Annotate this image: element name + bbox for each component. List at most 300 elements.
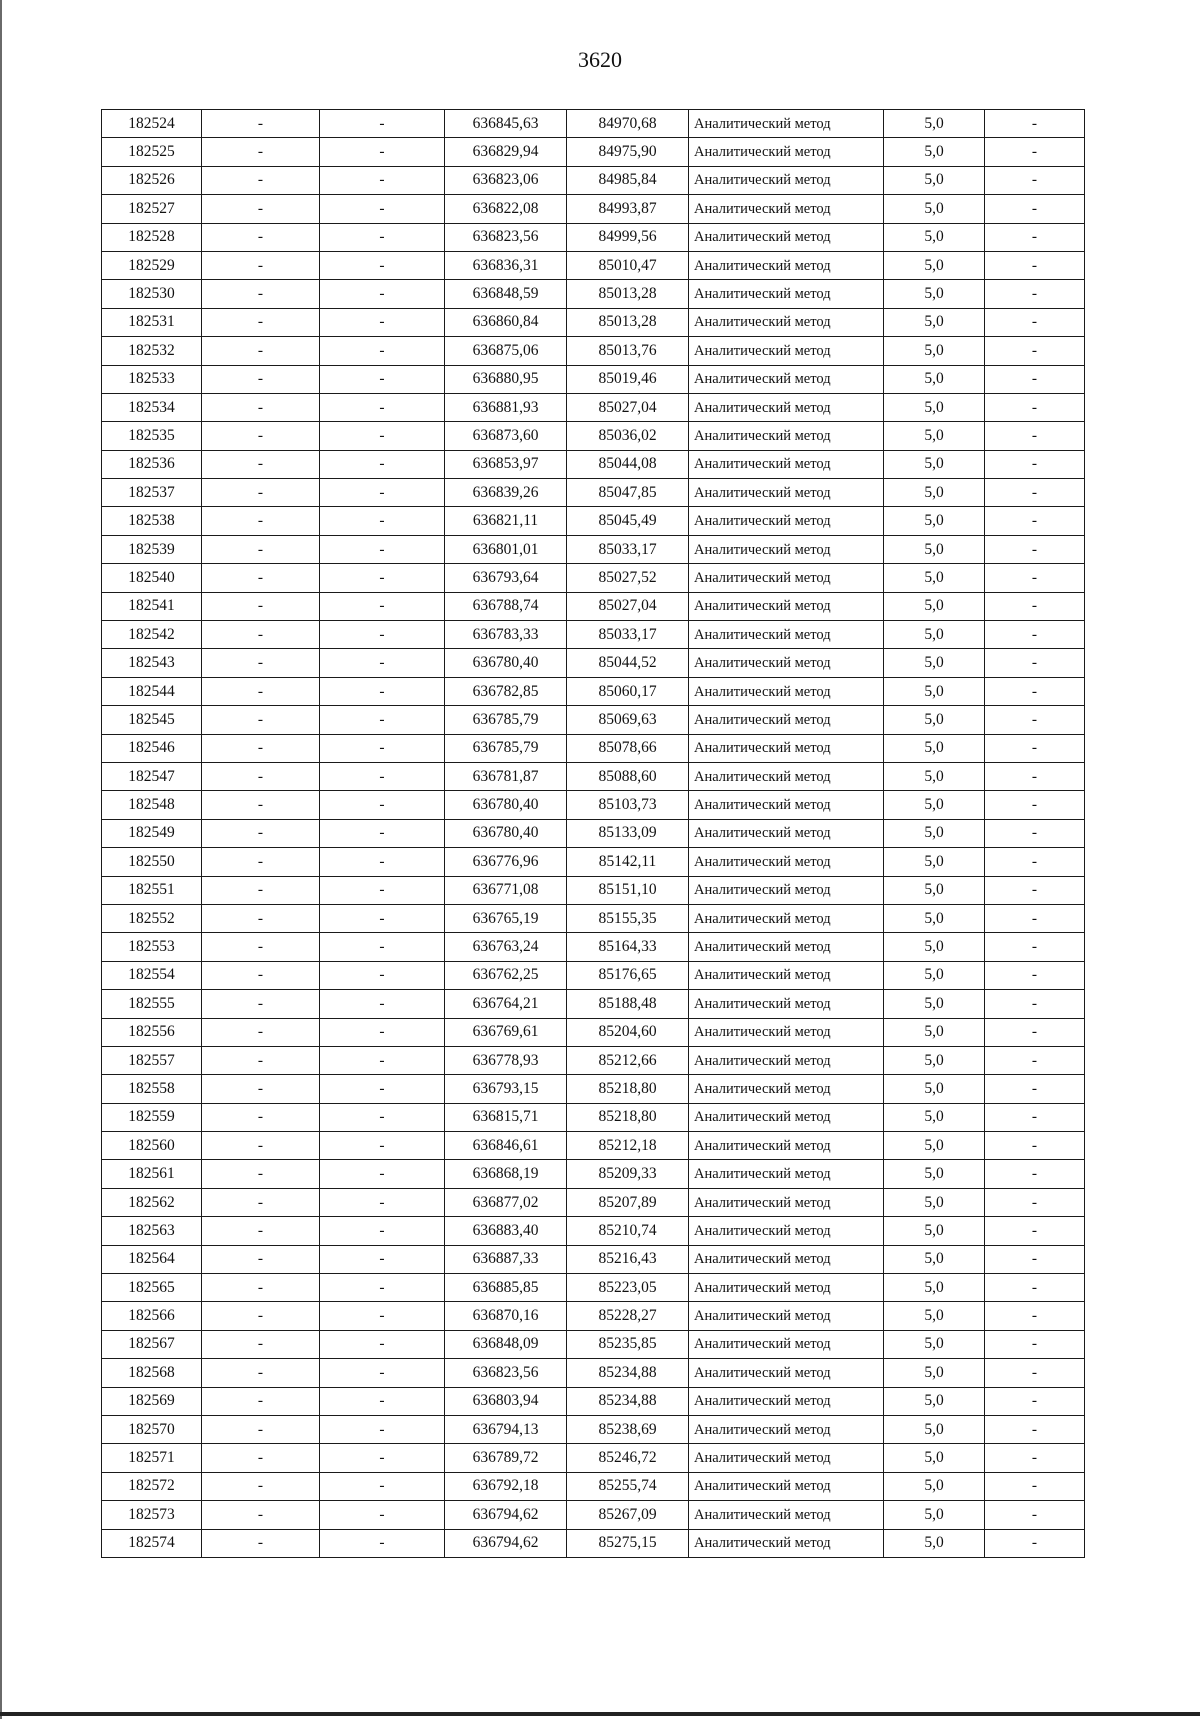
empty-column-2-cell: -: [202, 1501, 320, 1529]
empty-column-3-cell: -: [320, 819, 445, 847]
table-row: [102, 621, 1085, 649]
y-coordinate-cell: 84970,68: [567, 110, 689, 138]
empty-column-2-cell: -: [202, 876, 320, 904]
empty-column-8-cell: -: [985, 1415, 1085, 1443]
x-coordinate-cell: 636823,56: [445, 1359, 567, 1387]
accuracy-cell: 5,0: [884, 1330, 985, 1358]
empty-column-2-cell: -: [202, 337, 320, 365]
table-row: [102, 677, 1085, 705]
empty-column-3-cell: -: [320, 422, 445, 450]
x-coordinate-cell: 636885,85: [445, 1274, 567, 1302]
empty-column-2-cell: -: [202, 592, 320, 620]
table-row: [102, 1472, 1085, 1500]
accuracy-cell: 5,0: [884, 819, 985, 847]
x-coordinate-cell: 636846,61: [445, 1132, 567, 1160]
table-row: [102, 1018, 1085, 1046]
point-number-cell: 182533: [102, 365, 202, 393]
table-row: [102, 1075, 1085, 1103]
table-row: [102, 734, 1085, 762]
method-cell: Аналитический метод: [689, 819, 884, 847]
table-row: [102, 535, 1085, 563]
y-coordinate-cell: 85210,74: [567, 1217, 689, 1245]
empty-column-3-cell: -: [320, 990, 445, 1018]
accuracy-cell: 5,0: [884, 1132, 985, 1160]
empty-column-3-cell: -: [320, 1245, 445, 1273]
empty-column-3-cell: -: [320, 1501, 445, 1529]
empty-column-8-cell: -: [985, 649, 1085, 677]
x-coordinate-cell: 636781,87: [445, 762, 567, 790]
empty-column-3-cell: -: [320, 450, 445, 478]
x-coordinate-cell: 636823,56: [445, 223, 567, 251]
y-coordinate-cell: 85246,72: [567, 1444, 689, 1472]
x-coordinate-cell: 636780,40: [445, 791, 567, 819]
method-cell: Аналитический метод: [689, 621, 884, 649]
y-coordinate-cell: 85027,52: [567, 564, 689, 592]
accuracy-cell: 5,0: [884, 706, 985, 734]
point-number-cell: 182551: [102, 876, 202, 904]
empty-column-3-cell: -: [320, 904, 445, 932]
point-number-cell: 182561: [102, 1160, 202, 1188]
empty-column-8-cell: -: [985, 138, 1085, 166]
method-cell: Аналитический метод: [689, 564, 884, 592]
empty-column-8-cell: -: [985, 1330, 1085, 1358]
accuracy-cell: 5,0: [884, 933, 985, 961]
empty-column-3-cell: -: [320, 251, 445, 279]
x-coordinate-cell: 636780,40: [445, 649, 567, 677]
empty-column-3-cell: -: [320, 507, 445, 535]
empty-column-2-cell: -: [202, 961, 320, 989]
empty-column-2-cell: -: [202, 1217, 320, 1245]
x-coordinate-cell: 636769,61: [445, 1018, 567, 1046]
x-coordinate-cell: 636836,31: [445, 251, 567, 279]
table-row: [102, 1330, 1085, 1358]
empty-column-2-cell: -: [202, 1444, 320, 1472]
table-row: [102, 1217, 1085, 1245]
table-row: [102, 1444, 1085, 1472]
empty-column-3-cell: -: [320, 1359, 445, 1387]
table-row: [102, 280, 1085, 308]
x-coordinate-cell: 636848,59: [445, 280, 567, 308]
accuracy-cell: 5,0: [884, 762, 985, 790]
empty-column-3-cell: -: [320, 876, 445, 904]
empty-column-8-cell: -: [985, 961, 1085, 989]
empty-column-8-cell: -: [985, 1046, 1085, 1074]
method-cell: Аналитический метод: [689, 961, 884, 989]
empty-column-2-cell: -: [202, 1529, 320, 1557]
empty-column-8-cell: -: [985, 791, 1085, 819]
y-coordinate-cell: 85234,88: [567, 1359, 689, 1387]
accuracy-cell: 5,0: [884, 876, 985, 904]
empty-column-2-cell: -: [202, 1018, 320, 1046]
table-row: [102, 762, 1085, 790]
accuracy-cell: 5,0: [884, 1472, 985, 1500]
empty-column-8-cell: -: [985, 564, 1085, 592]
empty-column-2-cell: -: [202, 1387, 320, 1415]
empty-column-2-cell: -: [202, 166, 320, 194]
point-number-cell: 182550: [102, 848, 202, 876]
empty-column-3-cell: -: [320, 110, 445, 138]
method-cell: Аналитический метод: [689, 904, 884, 932]
method-cell: Аналитический метод: [689, 762, 884, 790]
empty-column-2-cell: -: [202, 450, 320, 478]
point-number-cell: 182565: [102, 1274, 202, 1302]
table-row: [102, 1529, 1085, 1557]
y-coordinate-cell: 85218,80: [567, 1103, 689, 1131]
accuracy-cell: 5,0: [884, 1274, 985, 1302]
x-coordinate-cell: 636794,13: [445, 1415, 567, 1443]
table-row: [102, 1046, 1085, 1074]
accuracy-cell: 5,0: [884, 1387, 985, 1415]
table-row: [102, 479, 1085, 507]
y-coordinate-cell: 85013,28: [567, 308, 689, 336]
accuracy-cell: 5,0: [884, 1415, 985, 1443]
empty-column-8-cell: -: [985, 251, 1085, 279]
point-number-cell: 182540: [102, 564, 202, 592]
point-number-cell: 182526: [102, 166, 202, 194]
table-row: [102, 1103, 1085, 1131]
y-coordinate-cell: 85204,60: [567, 1018, 689, 1046]
table-row: [102, 1359, 1085, 1387]
method-cell: Аналитический метод: [689, 223, 884, 251]
accuracy-cell: 5,0: [884, 1302, 985, 1330]
table-row: [102, 1188, 1085, 1216]
table-row: [102, 422, 1085, 450]
empty-column-2-cell: -: [202, 762, 320, 790]
point-number-cell: 182541: [102, 592, 202, 620]
x-coordinate-cell: 636794,62: [445, 1501, 567, 1529]
accuracy-cell: 5,0: [884, 280, 985, 308]
method-cell: Аналитический метод: [689, 308, 884, 336]
table-row: [102, 1302, 1085, 1330]
y-coordinate-cell: 85045,49: [567, 507, 689, 535]
point-number-cell: 182564: [102, 1245, 202, 1273]
table-row: [102, 990, 1085, 1018]
empty-column-3-cell: -: [320, 138, 445, 166]
table-row: [102, 507, 1085, 535]
point-number-cell: 182535: [102, 422, 202, 450]
x-coordinate-cell: 636875,06: [445, 337, 567, 365]
table-row: [102, 308, 1085, 336]
accuracy-cell: 5,0: [884, 1501, 985, 1529]
empty-column-8-cell: -: [985, 848, 1085, 876]
method-cell: Аналитический метод: [689, 1103, 884, 1131]
empty-column-2-cell: -: [202, 280, 320, 308]
x-coordinate-cell: 636823,06: [445, 166, 567, 194]
empty-column-8-cell: -: [985, 365, 1085, 393]
empty-column-2-cell: -: [202, 1160, 320, 1188]
y-coordinate-cell: 85212,18: [567, 1132, 689, 1160]
point-number-cell: 182542: [102, 621, 202, 649]
method-cell: Аналитический метод: [689, 280, 884, 308]
accuracy-cell: 5,0: [884, 1018, 985, 1046]
empty-column-8-cell: -: [985, 479, 1085, 507]
point-number-cell: 182574: [102, 1529, 202, 1557]
empty-column-8-cell: -: [985, 1103, 1085, 1131]
empty-column-8-cell: -: [985, 110, 1085, 138]
y-coordinate-cell: 84985,84: [567, 166, 689, 194]
table-row: [102, 166, 1085, 194]
method-cell: Аналитический метод: [689, 1359, 884, 1387]
x-coordinate-cell: 636868,19: [445, 1160, 567, 1188]
table-row: [102, 1415, 1085, 1443]
table-row: [102, 251, 1085, 279]
accuracy-cell: 5,0: [884, 1188, 985, 1216]
accuracy-cell: 5,0: [884, 990, 985, 1018]
empty-column-2-cell: -: [202, 1302, 320, 1330]
table-row: [102, 904, 1085, 932]
empty-column-2-cell: -: [202, 1188, 320, 1216]
y-coordinate-cell: 85155,35: [567, 904, 689, 932]
empty-column-8-cell: -: [985, 706, 1085, 734]
y-coordinate-cell: 85103,73: [567, 791, 689, 819]
accuracy-cell: 5,0: [884, 621, 985, 649]
x-coordinate-cell: 636873,60: [445, 422, 567, 450]
x-coordinate-cell: 636771,08: [445, 876, 567, 904]
y-coordinate-cell: 85069,63: [567, 706, 689, 734]
method-cell: Аналитический метод: [689, 649, 884, 677]
x-coordinate-cell: 636803,94: [445, 1387, 567, 1415]
point-number-cell: 182530: [102, 280, 202, 308]
coordinates-table-body: [102, 110, 1085, 1558]
x-coordinate-cell: 636877,02: [445, 1188, 567, 1216]
method-cell: Аналитический метод: [689, 706, 884, 734]
point-number-cell: 182555: [102, 990, 202, 1018]
point-number-cell: 182538: [102, 507, 202, 535]
empty-column-3-cell: -: [320, 1188, 445, 1216]
accuracy-cell: 5,0: [884, 592, 985, 620]
point-number-cell: 182525: [102, 138, 202, 166]
x-coordinate-cell: 636870,16: [445, 1302, 567, 1330]
y-coordinate-cell: 85044,08: [567, 450, 689, 478]
empty-column-3-cell: -: [320, 1103, 445, 1131]
method-cell: Аналитический метод: [689, 1444, 884, 1472]
x-coordinate-cell: 636789,72: [445, 1444, 567, 1472]
y-coordinate-cell: 85019,46: [567, 365, 689, 393]
accuracy-cell: 5,0: [884, 791, 985, 819]
empty-column-8-cell: -: [985, 621, 1085, 649]
point-number-cell: 182536: [102, 450, 202, 478]
point-number-cell: 182547: [102, 762, 202, 790]
x-coordinate-cell: 636782,85: [445, 677, 567, 705]
empty-column-3-cell: -: [320, 1444, 445, 1472]
method-cell: Аналитический метод: [689, 535, 884, 563]
empty-column-8-cell: -: [985, 1302, 1085, 1330]
y-coordinate-cell: 85027,04: [567, 592, 689, 620]
y-coordinate-cell: 85176,65: [567, 961, 689, 989]
empty-column-2-cell: -: [202, 734, 320, 762]
point-number-cell: 182562: [102, 1188, 202, 1216]
empty-column-2-cell: -: [202, 904, 320, 932]
method-cell: Аналитический метод: [689, 1132, 884, 1160]
method-cell: Аналитический метод: [689, 734, 884, 762]
table-row: [102, 1245, 1085, 1273]
method-cell: Аналитический метод: [689, 1472, 884, 1500]
y-coordinate-cell: 85218,80: [567, 1075, 689, 1103]
point-number-cell: 182549: [102, 819, 202, 847]
x-coordinate-cell: 636785,79: [445, 734, 567, 762]
method-cell: Аналитический метод: [689, 791, 884, 819]
empty-column-3-cell: -: [320, 564, 445, 592]
page-bottom-edge: [0, 1712, 1200, 1716]
empty-column-3-cell: -: [320, 961, 445, 989]
empty-column-8-cell: -: [985, 422, 1085, 450]
x-coordinate-cell: 636788,74: [445, 592, 567, 620]
point-number-cell: 182534: [102, 393, 202, 421]
empty-column-8-cell: -: [985, 876, 1085, 904]
accuracy-cell: 5,0: [884, 422, 985, 450]
empty-column-8-cell: -: [985, 337, 1085, 365]
y-coordinate-cell: 84975,90: [567, 138, 689, 166]
point-number-cell: 182528: [102, 223, 202, 251]
empty-column-2-cell: -: [202, 393, 320, 421]
method-cell: Аналитический метод: [689, 1415, 884, 1443]
y-coordinate-cell: 85216,43: [567, 1245, 689, 1273]
x-coordinate-cell: 636815,71: [445, 1103, 567, 1131]
empty-column-2-cell: -: [202, 848, 320, 876]
empty-column-8-cell: -: [985, 1529, 1085, 1557]
point-number-cell: 182559: [102, 1103, 202, 1131]
method-cell: Аналитический метод: [689, 1018, 884, 1046]
method-cell: Аналитический метод: [689, 990, 884, 1018]
empty-column-3-cell: -: [320, 1217, 445, 1245]
x-coordinate-cell: 636794,62: [445, 1529, 567, 1557]
x-coordinate-cell: 636765,19: [445, 904, 567, 932]
empty-column-3-cell: -: [320, 1046, 445, 1074]
table-row: [102, 1274, 1085, 1302]
accuracy-cell: 5,0: [884, 138, 985, 166]
point-number-cell: 182539: [102, 535, 202, 563]
y-coordinate-cell: 84993,87: [567, 195, 689, 223]
empty-column-2-cell: -: [202, 422, 320, 450]
point-number-cell: 182554: [102, 961, 202, 989]
point-number-cell: 182569: [102, 1387, 202, 1415]
table-row: [102, 195, 1085, 223]
empty-column-3-cell: -: [320, 393, 445, 421]
x-coordinate-cell: 636764,21: [445, 990, 567, 1018]
empty-column-8-cell: -: [985, 1274, 1085, 1302]
accuracy-cell: 5,0: [884, 1046, 985, 1074]
point-number-cell: 182524: [102, 110, 202, 138]
accuracy-cell: 5,0: [884, 450, 985, 478]
y-coordinate-cell: 85013,28: [567, 280, 689, 308]
empty-column-8-cell: -: [985, 1075, 1085, 1103]
empty-column-2-cell: -: [202, 535, 320, 563]
accuracy-cell: 5,0: [884, 166, 985, 194]
accuracy-cell: 5,0: [884, 649, 985, 677]
empty-column-3-cell: -: [320, 621, 445, 649]
method-cell: Аналитический метод: [689, 592, 884, 620]
empty-column-2-cell: -: [202, 1103, 320, 1131]
empty-column-3-cell: -: [320, 677, 445, 705]
empty-column-3-cell: -: [320, 365, 445, 393]
empty-column-3-cell: -: [320, 649, 445, 677]
method-cell: Аналитический метод: [689, 1330, 884, 1358]
empty-column-8-cell: -: [985, 1444, 1085, 1472]
method-cell: Аналитический метод: [689, 479, 884, 507]
empty-column-2-cell: -: [202, 110, 320, 138]
method-cell: Аналитический метод: [689, 337, 884, 365]
empty-column-2-cell: -: [202, 677, 320, 705]
method-cell: Аналитический метод: [689, 251, 884, 279]
y-coordinate-cell: 85033,17: [567, 535, 689, 563]
y-coordinate-cell: 85010,47: [567, 251, 689, 279]
method-cell: Аналитический метод: [689, 110, 884, 138]
y-coordinate-cell: 85228,27: [567, 1302, 689, 1330]
empty-column-8-cell: -: [985, 166, 1085, 194]
table-row: [102, 1160, 1085, 1188]
coordinates-table: [101, 109, 1085, 1558]
accuracy-cell: 5,0: [884, 479, 985, 507]
empty-column-3-cell: -: [320, 848, 445, 876]
empty-column-8-cell: -: [985, 1359, 1085, 1387]
method-cell: Аналитический метод: [689, 1217, 884, 1245]
empty-column-3-cell: -: [320, 791, 445, 819]
empty-column-8-cell: -: [985, 1472, 1085, 1500]
x-coordinate-cell: 636792,18: [445, 1472, 567, 1500]
y-coordinate-cell: 85275,15: [567, 1529, 689, 1557]
accuracy-cell: 5,0: [884, 1444, 985, 1472]
method-cell: Аналитический метод: [689, 1302, 884, 1330]
empty-column-2-cell: -: [202, 819, 320, 847]
point-number-cell: 182548: [102, 791, 202, 819]
y-coordinate-cell: 85047,85: [567, 479, 689, 507]
empty-column-8-cell: -: [985, 677, 1085, 705]
point-number-cell: 182556: [102, 1018, 202, 1046]
point-number-cell: 182529: [102, 251, 202, 279]
empty-column-3-cell: -: [320, 1472, 445, 1500]
empty-column-2-cell: -: [202, 621, 320, 649]
point-number-cell: 182560: [102, 1132, 202, 1160]
accuracy-cell: 5,0: [884, 365, 985, 393]
table-row: [102, 592, 1085, 620]
method-cell: Аналитический метод: [689, 507, 884, 535]
point-number-cell: 182545: [102, 706, 202, 734]
empty-column-2-cell: -: [202, 1472, 320, 1500]
x-coordinate-cell: 636793,64: [445, 564, 567, 592]
table-row: [102, 791, 1085, 819]
point-number-cell: 182537: [102, 479, 202, 507]
empty-column-8-cell: -: [985, 734, 1085, 762]
method-cell: Аналитический метод: [689, 393, 884, 421]
empty-column-2-cell: -: [202, 1132, 320, 1160]
empty-column-8-cell: -: [985, 1501, 1085, 1529]
empty-column-8-cell: -: [985, 280, 1085, 308]
accuracy-cell: 5,0: [884, 564, 985, 592]
accuracy-cell: 5,0: [884, 1359, 985, 1387]
method-cell: Аналитический метод: [689, 1274, 884, 1302]
empty-column-3-cell: -: [320, 1529, 445, 1557]
y-coordinate-cell: 85267,09: [567, 1501, 689, 1529]
point-number-cell: 182568: [102, 1359, 202, 1387]
accuracy-cell: 5,0: [884, 734, 985, 762]
accuracy-cell: 5,0: [884, 1103, 985, 1131]
method-cell: Аналитический метод: [689, 677, 884, 705]
accuracy-cell: 5,0: [884, 677, 985, 705]
empty-column-2-cell: -: [202, 195, 320, 223]
empty-column-3-cell: -: [320, 1132, 445, 1160]
x-coordinate-cell: 636839,26: [445, 479, 567, 507]
accuracy-cell: 5,0: [884, 904, 985, 932]
empty-column-2-cell: -: [202, 308, 320, 336]
accuracy-cell: 5,0: [884, 1529, 985, 1557]
table-row: [102, 223, 1085, 251]
empty-column-8-cell: -: [985, 535, 1085, 563]
point-number-cell: 182552: [102, 904, 202, 932]
empty-column-2-cell: -: [202, 479, 320, 507]
x-coordinate-cell: 636776,96: [445, 848, 567, 876]
x-coordinate-cell: 636822,08: [445, 195, 567, 223]
x-coordinate-cell: 636853,97: [445, 450, 567, 478]
